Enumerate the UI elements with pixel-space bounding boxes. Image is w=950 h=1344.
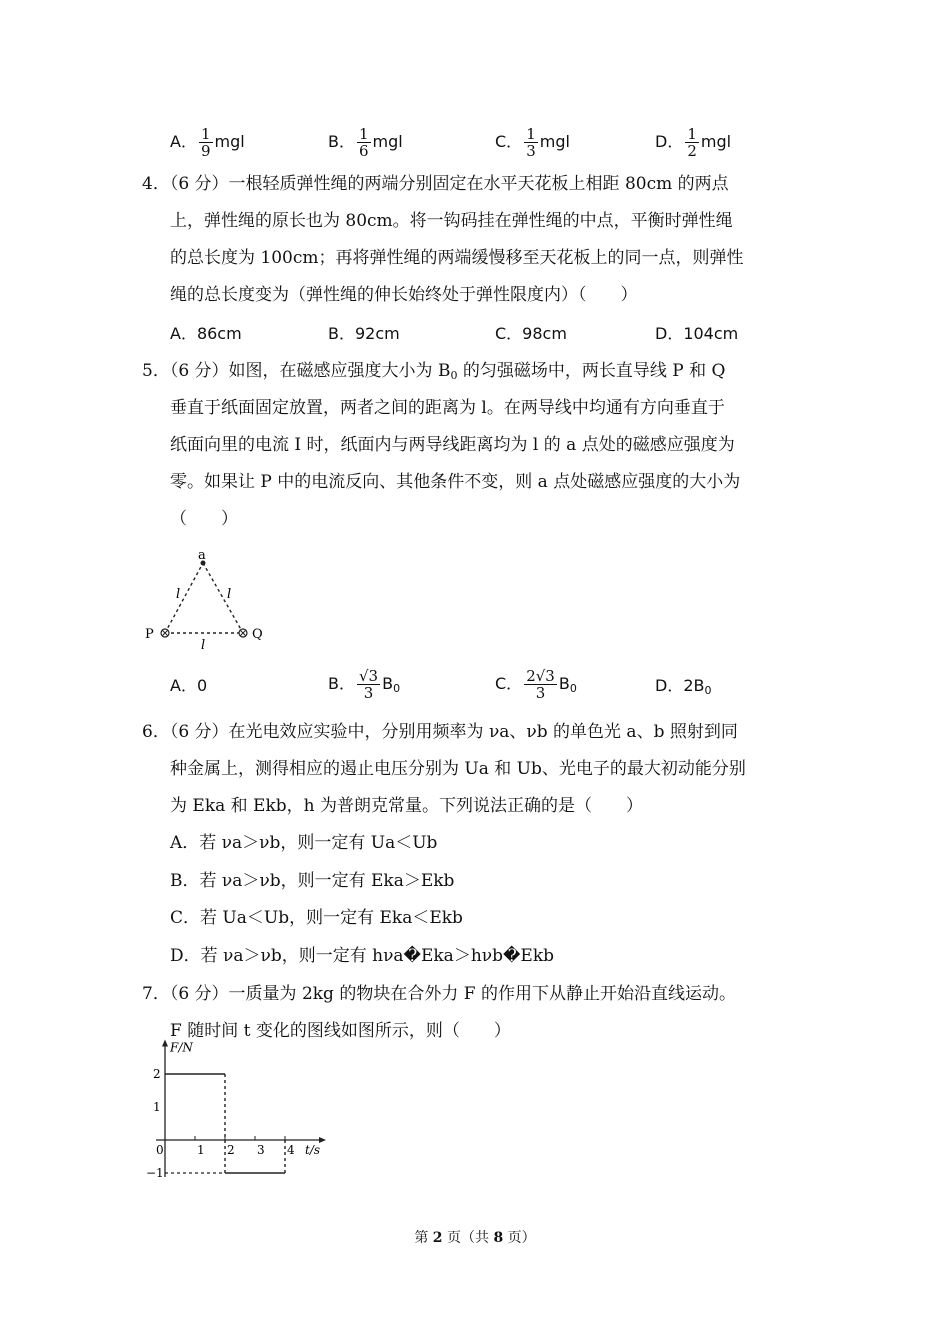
q4-line-2: 上，弹性绳的原长也为 80cm。将一钩码挂在弹性绳的中点，平衡时弹性绳	[170, 211, 733, 231]
q3-option-b: B． $\frac{1}{6}$ mgl	[328, 125, 403, 160]
x-tick-label: 2	[227, 1143, 235, 1157]
y-axis-arrow	[162, 1040, 168, 1047]
label-q: Q	[252, 627, 263, 642]
x-tick-label: 3	[257, 1143, 265, 1157]
right-side	[203, 563, 243, 633]
fraction: $\frac{1}{3}$	[526, 125, 536, 160]
y-tick-label: −1	[146, 1166, 164, 1180]
x-axis-arrow	[319, 1137, 326, 1143]
label-a: a	[198, 548, 206, 563]
q3-option-d: D． $\frac{1}{2}$ mgl	[655, 125, 732, 160]
q5-option-d: D．$2B_0$	[655, 676, 712, 697]
x-axis-label: t/s	[305, 1143, 321, 1157]
q6-line-2: 种金属上，测得相应的遏止电压分别为 Ua 和 Ub、光电子的最大初动能分别	[170, 759, 746, 779]
page-footer: 第 2 页（共 8 页）	[414, 1230, 536, 1246]
q6-line-3: 为 Eka 和 Ekb，h 为普朗克常量。下列说法正确的是（ ）	[170, 796, 644, 816]
q7-line-1: 7．（6 分）一质量为 2kg 的物块在合外力 F 的作用下从静止开始沿直线运动。	[142, 984, 736, 1004]
q4-line-4: 绳的总长度变为（弹性绳的伸长始终处于弹性限度内）（ ）	[170, 285, 638, 305]
page-number: 2	[432, 1230, 443, 1246]
chart-marks	[165, 1074, 285, 1173]
q5-option-b: B． $\frac{√3}{3}$ $B_0$	[328, 667, 401, 702]
x-tick-label: 4	[287, 1143, 295, 1157]
chart-labels	[146, 1041, 320, 1181]
q5-line-5: （ ）	[170, 509, 238, 529]
chart-axes	[156, 1040, 326, 1178]
q4-line-1: 4．（6 分）一根轻质弹性绳的两端分别固定在水平天花板上相距 80cm 的两点	[142, 174, 729, 194]
q4-option-a: A．86cm	[170, 324, 242, 343]
q6-option-a: A．若 νa＞νb，则一定有 Ua＜Ub	[170, 833, 438, 853]
x-tick-label: 0	[156, 1143, 164, 1157]
q5-line-2: 垂直于纸面固定放置，两者之间的距离为 l。在两导线中均通有方向垂直于	[170, 398, 725, 418]
fraction: $\frac{1}{2}$	[687, 125, 697, 160]
label-l-bottom: l	[201, 638, 206, 653]
page-total: 8	[493, 1230, 504, 1246]
label-p: P	[145, 627, 154, 642]
q4-option-c: C．98cm	[495, 324, 567, 343]
q7-line-2: F 随时间 t 变化的图线如图所示，则（ ）	[170, 1021, 511, 1041]
y-axis-label: F/N	[170, 1040, 193, 1055]
q5-option-c: C． $\frac{2√3}{3}$ $B_0$	[495, 667, 577, 702]
q4-option-d: D．104cm	[655, 324, 739, 343]
q5-line-3: 纸面向里的电流 I 时，纸面内与两导线距离均为 l 的 a 点处的磁感应强度为	[170, 435, 735, 455]
triangle-figure	[140, 545, 275, 655]
force-time-chart	[140, 1030, 330, 1180]
left-side	[165, 563, 203, 633]
y-tick-label: 2	[153, 1067, 161, 1081]
q6-option-c: C．若 Ua＜Ub，则一定有 Eka＜Ekb	[170, 908, 463, 928]
q4-option-b: B．92cm	[328, 324, 400, 343]
fraction: $\frac{1}{9}$	[200, 125, 211, 160]
q5-line-4: 零。如果让 P 中的电流反向、其他条件不变，则 a 点处磁感应强度的大小为	[170, 472, 741, 492]
q6-option-b: B．若 νa＞νb，则一定有 Eka＞Ekb	[170, 871, 455, 891]
label-l-right: l	[227, 587, 232, 602]
x-tick-label: 1	[197, 1143, 205, 1157]
y-tick-label: 1	[153, 1100, 161, 1114]
label-l-left: l	[176, 587, 181, 602]
q3-option-a: A． $\frac{1}{9}$ mgl	[170, 125, 245, 160]
q5-line-1: 5．（6 分）如图，在磁感应强度大小为 $B_0$ 的匀强磁场中，两长直导线 P 和 Q	[142, 361, 726, 382]
q5-option-a: A．0	[170, 676, 208, 695]
q6-line-1: 6．（6 分）在光电效应实验中，分别用频率为 νa、νb 的单色光 a、b 照射到同	[142, 722, 738, 742]
q3-option-c: C． $\frac{1}{3}$ mgl	[495, 125, 570, 160]
fraction: $\frac{1}{6}$	[358, 125, 369, 160]
q6-option-d: D．若 νa＞νb，则一定有 hνa�Eka＞hνb�Ekb	[170, 946, 555, 966]
q4-line-3: 的总长度为 100cm；再将弹性绳的两端缓慢移至天花板上的同一点，则弹性	[170, 248, 744, 268]
option-label: A．	[170, 132, 197, 151]
